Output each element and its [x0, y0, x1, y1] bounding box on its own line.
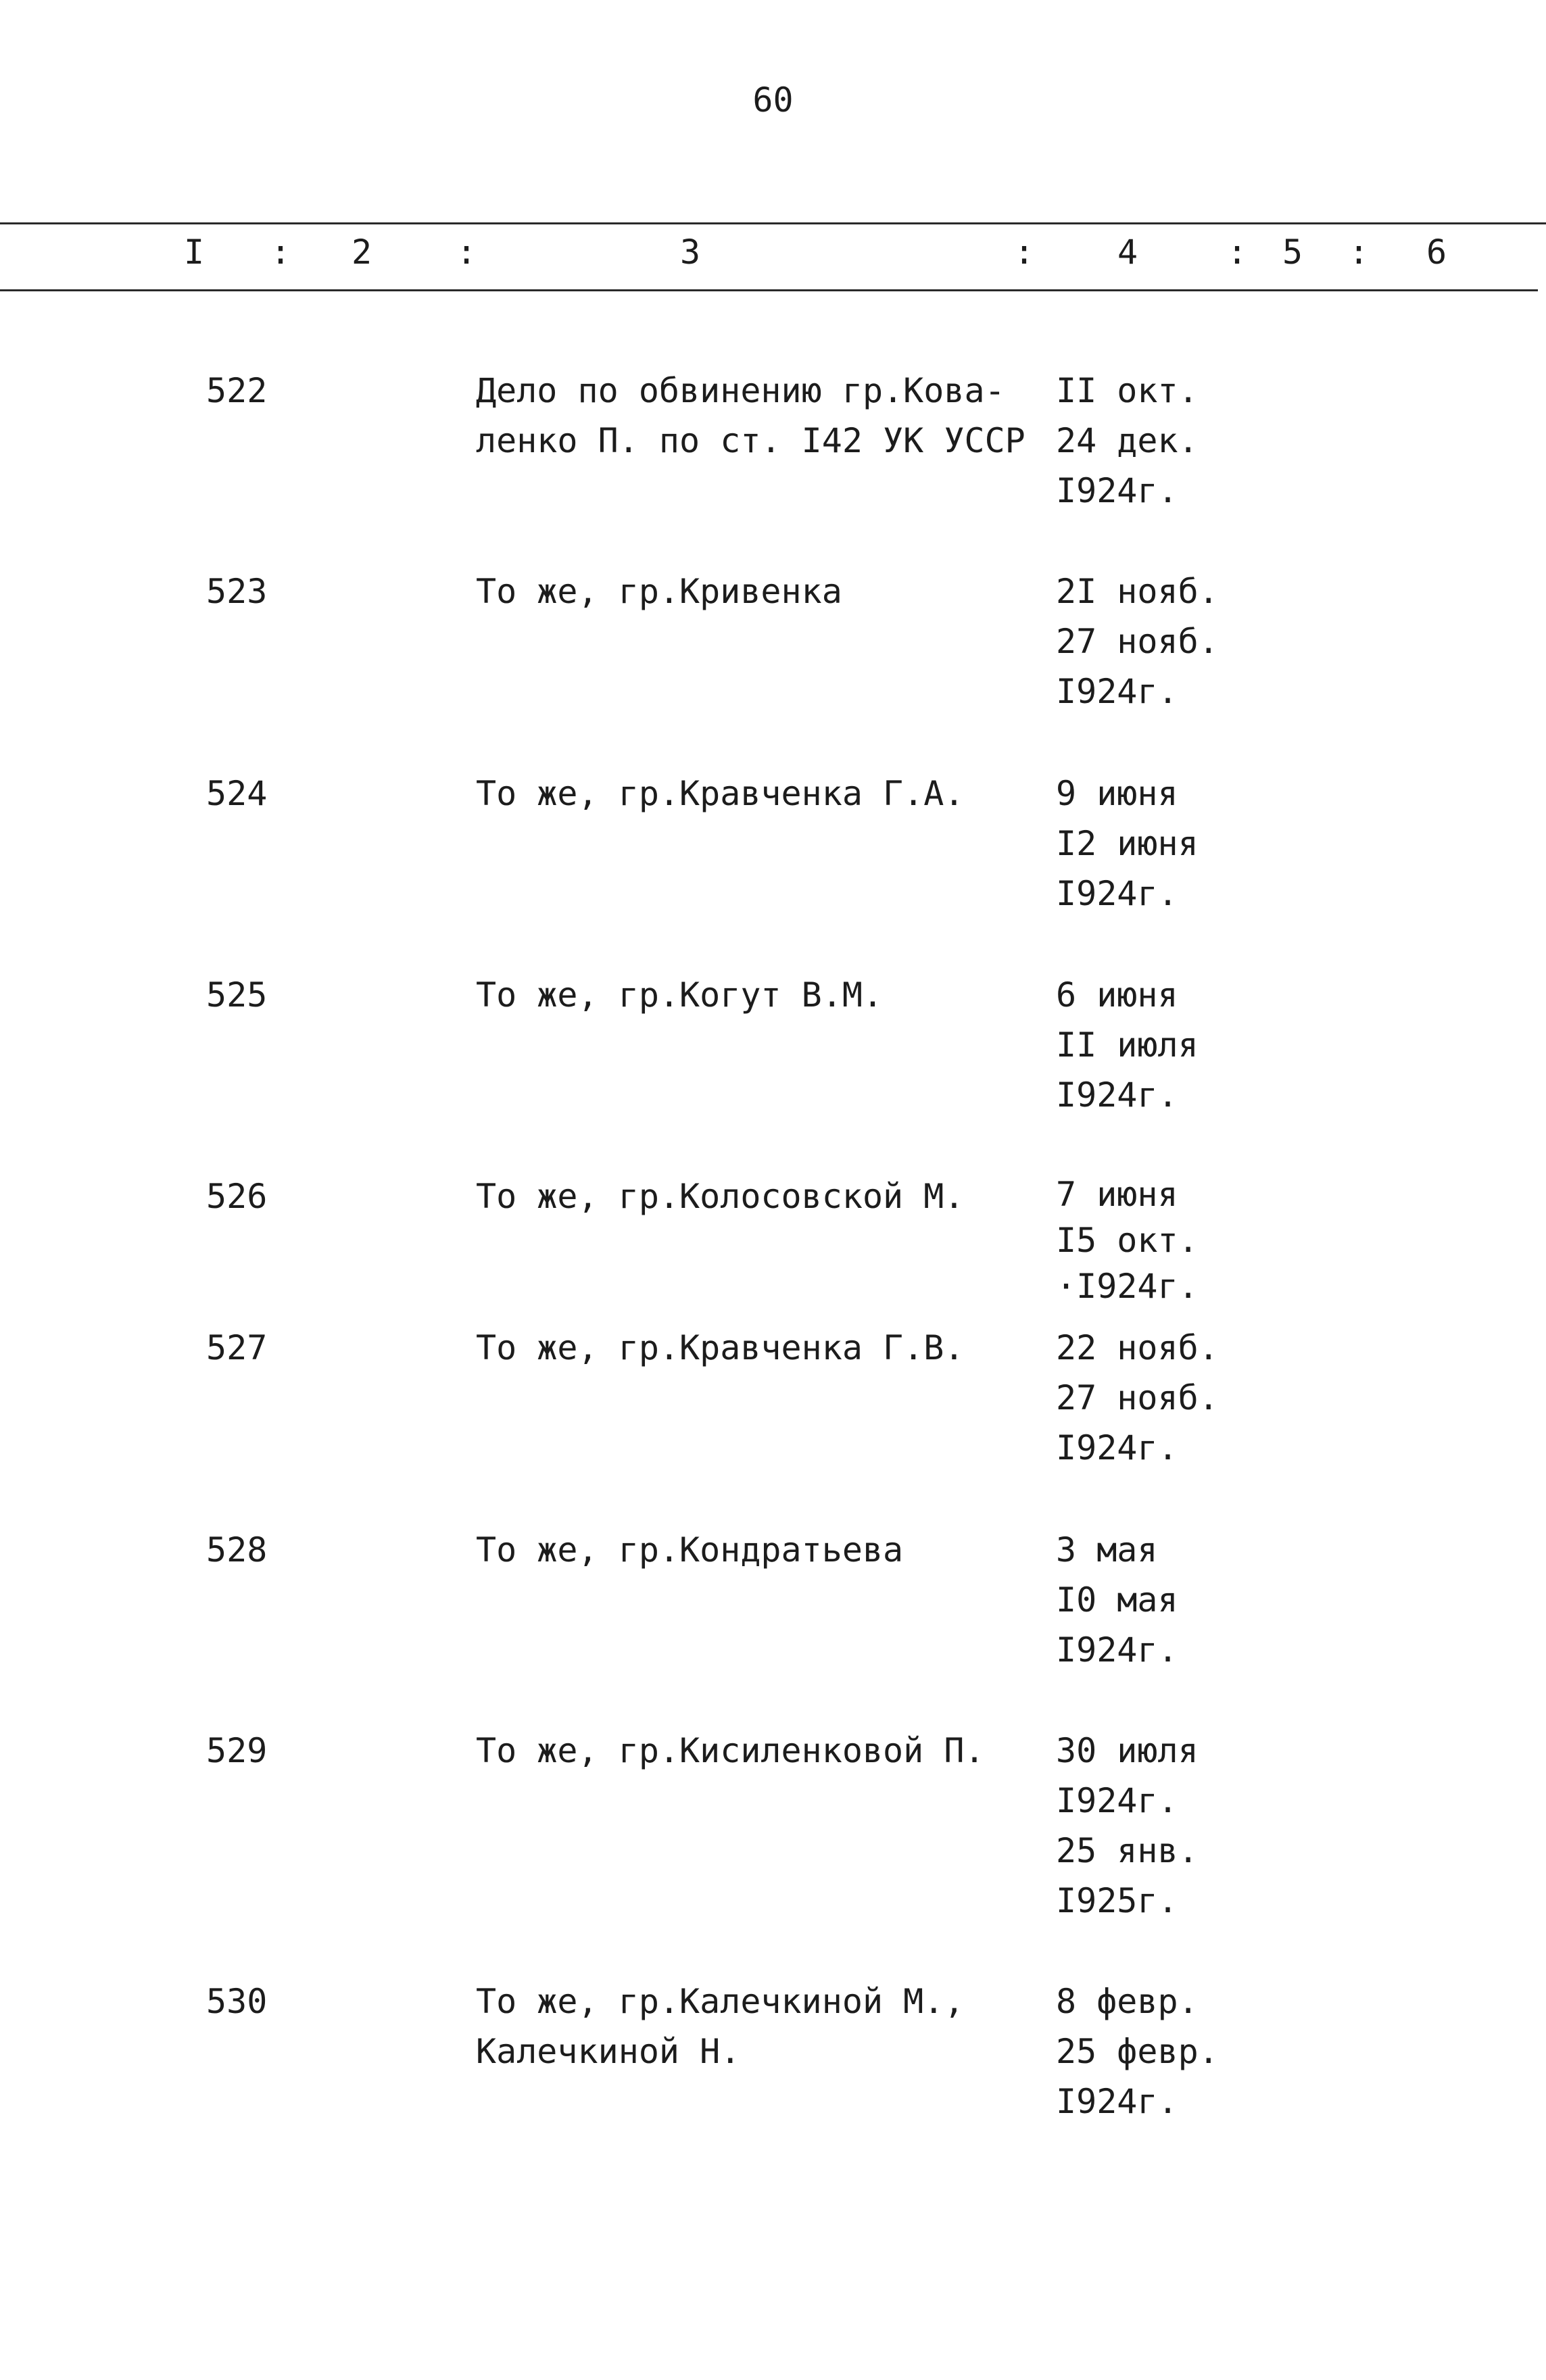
case-date-line: 24 дек.	[1056, 421, 1199, 460]
case-date-line: 9 июня	[1056, 774, 1178, 813]
case-dates	[1056, 1171, 1340, 1309]
case-title	[476, 970, 1057, 1020]
column-separator: :	[1349, 233, 1370, 272]
case-number: 529	[206, 1731, 268, 1770]
case-title	[476, 1323, 1057, 1373]
case-dates	[1056, 1976, 1340, 2127]
case-date-line: 25 янв.	[1056, 1831, 1199, 1870]
case-date-line: 22 нояб.	[1056, 1328, 1219, 1367]
column-header-4: 4	[1117, 233, 1138, 272]
case-title-line: То же, гр.Кисиленковой П.	[476, 1731, 985, 1770]
case-title	[476, 1976, 1057, 2077]
case-dates	[1056, 366, 1340, 516]
case-date-line: I924г.	[1056, 874, 1178, 913]
case-title-line: То же, гр.Калечкиной М.,	[476, 1982, 965, 2021]
case-date-line: 27 нояб.	[1056, 1378, 1219, 1417]
case-number: 527	[206, 1328, 268, 1367]
case-date-line: 7 июня	[1056, 1175, 1178, 1214]
case-dates	[1056, 1726, 1340, 1926]
page-number: 60	[752, 80, 794, 120]
column-separator: :	[1014, 233, 1035, 272]
case-number: 530	[206, 1982, 268, 2021]
column-separator: :	[456, 233, 477, 272]
case-title-line: То же, гр.Кравченка Г.А.	[476, 774, 965, 813]
column-header-3: 3	[680, 233, 701, 272]
header-bottom-rule	[0, 289, 1538, 291]
case-date-line: II июля	[1056, 1025, 1199, 1065]
case-number: 522	[206, 371, 268, 410]
case-dates	[1056, 566, 1340, 717]
case-dates	[1056, 769, 1340, 919]
column-header-6: 6	[1426, 233, 1447, 272]
case-date-line: ·I924г.	[1056, 1267, 1199, 1306]
case-date-line: 3 мая	[1056, 1530, 1158, 1570]
case-date-line: II окт.	[1056, 371, 1199, 410]
case-date-line: I925г.	[1056, 1881, 1178, 1920]
case-title-line: Дело по обвинению гр.Кова-	[476, 371, 1005, 410]
column-header-1: I	[184, 233, 205, 272]
case-title	[476, 769, 1057, 819]
case-number: 528	[206, 1530, 268, 1570]
case-title	[476, 1171, 1057, 1221]
case-date-line: I2 июня	[1056, 824, 1199, 863]
case-title-line: То же, гр.Колосовской М.	[476, 1177, 965, 1216]
case-title	[476, 566, 1057, 616]
case-title-line: ленко П. по ст. I42 УК УССР	[476, 421, 1025, 460]
case-date-line: I0 мая	[1056, 1580, 1178, 1620]
case-date-line: I924г.	[1056, 1075, 1178, 1115]
case-number: 526	[206, 1177, 268, 1216]
case-title-line: То же, гр.Когут В.М.	[476, 975, 884, 1015]
case-number: 523	[206, 572, 268, 611]
case-date-line: I924г.	[1056, 2082, 1178, 2121]
column-separator: :	[1227, 233, 1248, 272]
case-dates	[1056, 1525, 1340, 1675]
case-date-line: I924г.	[1056, 1630, 1178, 1670]
case-date-line: 2I нояб.	[1056, 572, 1219, 611]
case-date-line: 8 февр.	[1056, 1982, 1199, 2021]
case-date-line: I5 окт.	[1056, 1221, 1199, 1260]
case-date-line: I924г.	[1056, 1781, 1178, 1820]
column-separator: :	[270, 233, 291, 272]
case-title	[476, 1525, 1057, 1575]
case-date-line: 25 февр.	[1056, 2032, 1219, 2071]
case-number: 525	[206, 975, 268, 1015]
case-title	[476, 366, 1057, 466]
column-header-5: 5	[1282, 233, 1303, 272]
header-top-rule	[0, 222, 1546, 224]
case-date-line: I924г.	[1056, 672, 1178, 711]
case-number: 524	[206, 774, 268, 813]
case-date-line: I924г.	[1056, 471, 1178, 510]
case-dates	[1056, 970, 1340, 1120]
case-date-line: I924г.	[1056, 1428, 1178, 1467]
case-title-line: То же, гр.Кравченка Г.В.	[476, 1328, 965, 1367]
case-title-line: То же, гр.Кондратьева	[476, 1530, 904, 1570]
case-date-line: 6 июня	[1056, 975, 1178, 1015]
case-date-line: 27 нояб.	[1056, 622, 1219, 661]
case-title	[476, 1726, 1057, 1776]
column-header-2: 2	[352, 233, 372, 272]
case-date-line: 30 июля	[1056, 1731, 1199, 1770]
case-dates	[1056, 1323, 1340, 1473]
case-title-line: Калечкиной Н.	[476, 2032, 741, 2071]
case-title-line: То же, гр.Кривенка	[476, 572, 842, 611]
